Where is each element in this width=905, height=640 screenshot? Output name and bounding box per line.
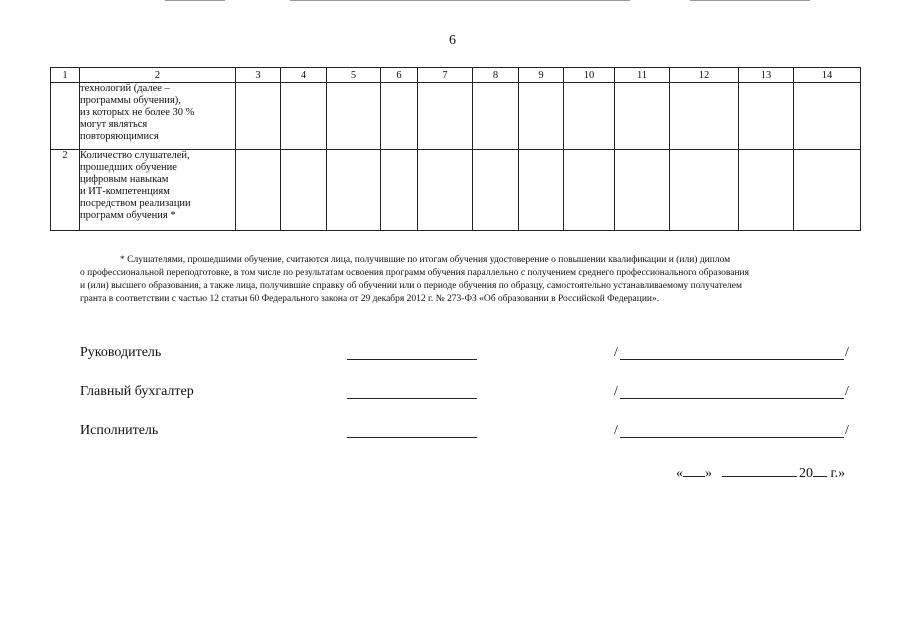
value-cell: [281, 150, 327, 231]
column-header: 8: [473, 68, 519, 83]
value-cell: [615, 83, 670, 150]
column-header: 5: [327, 68, 381, 83]
value-cell: [418, 83, 473, 150]
column-header: 3: [236, 68, 281, 83]
footnote-line: гранта в соответствии с частью 12 статьи 60 Федерального закона от 29 декабря 2012 г. № 273-ФЗ «Об образовании в Российской Федерации».: [80, 294, 660, 304]
signature-blank: [347, 359, 477, 360]
slash: /: [614, 384, 618, 399]
value-cell: [615, 150, 670, 231]
signature-role: Главный бухгалтер: [80, 384, 194, 399]
report-table: [50, 67, 861, 231]
description-line: технологий (далее –: [80, 83, 170, 94]
description-line: программ обучения *: [80, 210, 176, 221]
value-cell: [564, 150, 615, 231]
column-header: 4: [281, 68, 327, 83]
year-suffix: г.»: [830, 466, 846, 481]
signature-blank: [347, 398, 477, 399]
name-blank: [620, 359, 844, 360]
column-header: 13: [739, 68, 794, 83]
description-line: из которых не более 30 %: [80, 107, 195, 118]
signature-row-accountant: [0, 384, 905, 408]
value-cell: [236, 83, 281, 150]
column-header: 14: [794, 68, 861, 83]
table-row: [51, 83, 861, 150]
signature-blank: [347, 437, 477, 438]
top-rule-right: [690, 0, 810, 1]
date-open-quote: «: [676, 466, 683, 481]
value-cell: [519, 150, 564, 231]
description-line: и ИТ-компетенциям: [80, 186, 170, 197]
signature-role: Руководитель: [80, 345, 162, 360]
row-number: [51, 83, 80, 150]
value-cell: [739, 83, 794, 150]
column-header: 7: [418, 68, 473, 83]
footnote-line: и (или) высшего образования, а также лица, получившие справку об обучении или о периоде обучения по образцу, самостоятельно устанавливаемому получателем: [80, 281, 742, 291]
column-header: 2: [80, 68, 236, 83]
value-cell: [327, 83, 381, 150]
month-blank: [722, 462, 797, 477]
name-blank: [620, 398, 844, 399]
value-cell: [236, 150, 281, 231]
row-number: 2: [51, 150, 80, 231]
value-cell: [381, 150, 418, 231]
year-prefix: 20: [799, 466, 813, 481]
footnote: [80, 254, 866, 306]
top-rule-left: [165, 0, 225, 1]
slash: /: [845, 423, 849, 438]
year-blank: [813, 462, 827, 477]
column-header: 9: [519, 68, 564, 83]
value-cell: [473, 150, 519, 231]
value-cell: [794, 83, 861, 150]
value-cell: [739, 150, 794, 231]
value-cell: [327, 150, 381, 231]
description-line: цифровым навыкам: [80, 174, 169, 185]
date-line: [676, 462, 845, 482]
table-header-row: [51, 68, 861, 83]
value-cell: [564, 83, 615, 150]
column-header: 10: [564, 68, 615, 83]
value-cell: [670, 150, 739, 231]
footnote-line: о профессиональной переподготовке, в том числе по результатам освоения программ обучения параллельно с получением среднего профессионального образования: [80, 268, 749, 278]
column-header: 11: [615, 68, 670, 83]
slash: /: [845, 345, 849, 360]
description-line: могут являться: [80, 119, 148, 130]
signature-row-executor: [0, 423, 905, 447]
description-line: прошедших обучение: [80, 162, 177, 173]
description-line: Количество слушателей,: [80, 150, 190, 161]
day-blank: [683, 462, 705, 477]
description-line: программы обучения),: [80, 95, 181, 106]
page-number: 6: [449, 33, 456, 48]
value-cell: [418, 150, 473, 231]
value-cell: [381, 83, 418, 150]
signature-row-head: [0, 345, 905, 369]
description-line: повторяющимися: [80, 131, 159, 142]
date-close-quote: »: [705, 466, 712, 481]
column-header: 1: [51, 68, 80, 83]
column-header: 6: [381, 68, 418, 83]
name-blank: [620, 437, 844, 438]
value-cell: [473, 83, 519, 150]
row-description: [80, 83, 236, 150]
value-cell: [519, 83, 564, 150]
slash: /: [614, 423, 618, 438]
top-rule-center: [290, 0, 630, 1]
slash: /: [614, 345, 618, 360]
slash: /: [845, 384, 849, 399]
column-header: 12: [670, 68, 739, 83]
value-cell: [794, 150, 861, 231]
footnote-line: * Слушателями, прошедшими обучение, считаются лица, получившие по итогам обучения удостоверение о повышении квалификации и (или) диплом: [120, 255, 731, 265]
signature-role: Исполнитель: [80, 423, 159, 438]
row-description: [80, 150, 236, 231]
value-cell: [670, 83, 739, 150]
description-line: посредством реализации: [80, 198, 191, 209]
value-cell: [281, 83, 327, 150]
table-row: [51, 150, 861, 231]
